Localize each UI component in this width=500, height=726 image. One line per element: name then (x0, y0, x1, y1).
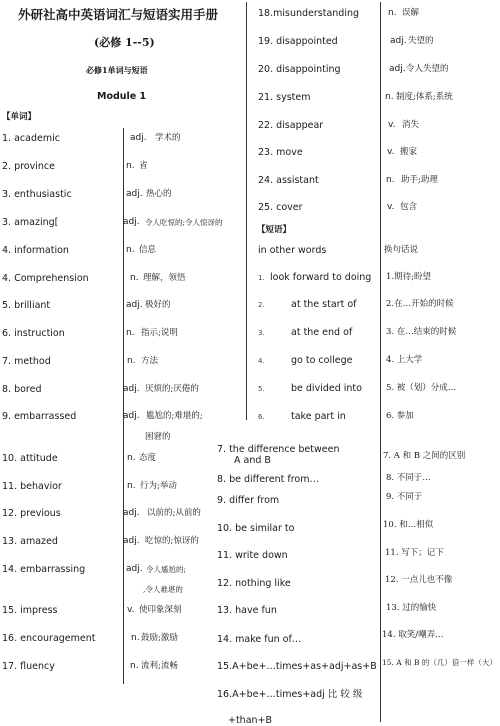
word-meaning: 学术的 (155, 133, 181, 143)
word-meaning: 搬家 (400, 147, 418, 157)
word-entry: 4. information (2, 245, 69, 256)
word-meaning: 极好的 (145, 300, 171, 310)
phrase-english: 16.A+be+…times+adj 比 较 级 (217, 689, 363, 700)
word-meaning: 包含 (400, 202, 418, 212)
phrase-english: at the start of (291, 299, 357, 310)
word-entry: 10. attitude (2, 453, 58, 464)
phrase-number: 6. (258, 413, 265, 421)
word-entry: 8. bored (2, 384, 42, 395)
middle-column-divider (246, 2, 247, 420)
phrase-chinese: 10. 和…相似 (383, 520, 434, 530)
phrase-english: take part in (291, 411, 346, 422)
word-entry: 18.misunderstanding (258, 8, 360, 19)
left-column-divider (123, 128, 124, 684)
word-entry: 16. encouragement (2, 633, 96, 644)
part-of-speech: n. (126, 161, 135, 171)
word-entry: 24. assistant (258, 175, 319, 186)
phrase-number: 4. (258, 357, 265, 365)
part-of-speech: adj. (126, 564, 143, 574)
part-of-speech: v. (127, 605, 135, 615)
phrase-chinese: 12. 一点儿也不像 (385, 575, 453, 585)
word-entry: 21. system (258, 92, 311, 103)
word-entry: 17. fluency (2, 661, 55, 672)
word-meaning: 消失 (402, 120, 420, 130)
phrase-chinese: 13. 过的愉快 (386, 603, 437, 613)
word-meaning: 信息 (139, 245, 157, 255)
part-of-speech: adj. (390, 36, 407, 46)
part-of-speech: n. (126, 328, 135, 338)
word-meaning: 失望的 (408, 36, 434, 46)
phrase-english: at the end of (291, 327, 353, 338)
phrase-7-line2: A and B (234, 455, 271, 466)
part-of-speech: n. (127, 356, 136, 366)
phrase-chinese: 11. 写下；记下 (385, 548, 444, 558)
phrase-english: look forward to doing (270, 272, 372, 283)
part-of-speech: adj. (123, 384, 140, 394)
word-meaning: 以前的;从前的 (147, 508, 201, 518)
word-meaning: 尴尬的;难堪的; (146, 411, 203, 421)
part-of-speech: n. (131, 633, 140, 643)
word-entry: 14. embarrassing (2, 564, 86, 575)
word-meaning: 厌烦的;厌倦的 (145, 384, 199, 394)
phrase-number: 1. (258, 274, 265, 282)
part-of-speech: adj. (130, 133, 147, 143)
word-entry: 4. Comprehension (2, 273, 89, 284)
phrase-english: 13. have fun (217, 605, 277, 616)
word-entry: 5. brilliant (2, 300, 51, 311)
phrase-chinese: 4. 上大学 (386, 355, 423, 365)
word-entry: 2. province (2, 161, 55, 172)
word-entry: 23. move (258, 147, 303, 158)
phrase-chinese: 15. A 和 B 的（几）倍一样（大） (382, 658, 497, 667)
word-entry: 9. embarrassed (2, 411, 77, 422)
phrase-english: 8. be different from… (217, 474, 319, 485)
word-meaning: 热心的 (146, 189, 172, 199)
word-meaning: 误解 (402, 8, 420, 18)
word-meaning: 使印象深刻 (139, 605, 182, 615)
phrase-chinese: 5. 被（划）分成… (386, 383, 457, 393)
word-entry: 11. behavior (2, 481, 62, 492)
word-entry: 22. disappear (258, 120, 324, 131)
phrase-english: 12. nothing like (217, 578, 291, 589)
word-entry: 13. amazed (2, 536, 58, 547)
phrase-chinese: 8. 不同于… (386, 473, 431, 483)
word-entry: 12. previous (2, 508, 61, 519)
phrase-chinese: 7. A 和 B 之间的区别 (383, 451, 466, 461)
part-of-speech: n. (388, 8, 397, 18)
phrase-english: 7. the difference between (217, 444, 340, 455)
phrase-english: go to college (291, 355, 353, 366)
part-of-speech: adj. (126, 189, 143, 199)
word-entry: 6. instruction (2, 328, 65, 339)
part-of-speech: adj. (123, 217, 140, 227)
part-of-speech: n. (127, 481, 136, 491)
part-of-speech: n. (126, 245, 135, 255)
phrase-number: 2. (258, 301, 265, 309)
part-of-speech: n. (386, 175, 395, 185)
phrase-english: 14. make fun of… (217, 634, 302, 645)
word-meaning: 流利;流畅 (141, 661, 178, 671)
embarrassed-meaning-line2: 困窘的 (145, 432, 171, 442)
phrase-chinese: 6. 参加 (386, 411, 414, 421)
word-meaning: 理解，领悟 (143, 273, 186, 283)
phrase-number: 3. (258, 329, 265, 337)
word-meaning: 制度;体系;系统 (396, 92, 453, 102)
part-of-speech: n. (385, 92, 394, 102)
phrase-english: 10. be similar to (217, 523, 295, 534)
document-subtitle: (必修 1--5) (94, 36, 155, 49)
word-entry: 20. disappointing (258, 64, 341, 75)
part-of-speech: adj. (123, 536, 140, 546)
embarrassing-meaning-line2: ,令人难堪的 (143, 585, 183, 594)
part-of-speech: n. (130, 273, 139, 283)
part-of-speech: n. (130, 661, 139, 671)
phrase-english: 11. write down (217, 550, 288, 561)
phrase-chinese: 3. 在…结束的时候 (386, 327, 457, 337)
part-of-speech: adj. (126, 300, 143, 310)
word-entry: 19. disappointed (258, 36, 338, 47)
word-meaning: 鼓励;激励 (141, 633, 178, 643)
phrase-english: 9. differ from (217, 495, 280, 506)
words-section-label: 【单词】 (2, 112, 37, 122)
word-meaning: 助手;助理 (401, 175, 438, 185)
part-of-speech: v. (387, 202, 395, 212)
word-meaning: 指示;说明 (141, 328, 178, 338)
phrase-chinese: 9. 不同于 (386, 492, 423, 502)
phrase-number: 5. (258, 385, 265, 393)
module-heading: Module 1 (97, 91, 147, 102)
word-entry: 7. method (2, 356, 51, 367)
phrase-header-english: in other words (258, 245, 327, 256)
word-meaning: 吃惊的;惊讶的 (145, 536, 199, 546)
part-of-speech: n. (127, 453, 136, 463)
part-of-speech: v. (388, 120, 396, 130)
word-meaning: 令人尴尬的; (146, 565, 187, 574)
word-meaning: 方法 (141, 356, 159, 366)
word-meaning: 态度 (139, 453, 157, 463)
phrase-chinese: 2.在…开始的时候 (386, 299, 454, 309)
part-of-speech: adj. (123, 411, 140, 421)
phrase-chinese: 14. 取笑/嘲弄… (382, 630, 444, 640)
word-entry: 3. amazing[ (2, 217, 59, 228)
part-of-speech: v. (387, 147, 395, 157)
phrases-section-label: 【短语】 (257, 225, 292, 235)
phrase-english: be divided into (291, 383, 362, 394)
word-entry: 1. academic (2, 133, 60, 144)
phrase-header-chinese: 换句话说 (384, 245, 419, 255)
word-entry: 15. impress (2, 605, 58, 616)
document-title: 外研社高中英语词汇与短语实用手册 (18, 7, 219, 22)
phrase-chinese: 1.期待;盼望 (386, 272, 431, 282)
word-meaning: 令人失望的 (406, 64, 449, 74)
footer-fragment: +than+B (228, 715, 273, 726)
part-of-speech: adj. (123, 508, 140, 518)
word-entry: 3. enthusiastic (2, 189, 72, 200)
right-column-divider (380, 2, 381, 722)
word-entry: 25. cover (258, 202, 303, 213)
book-heading: 必修1单词与短语 (86, 65, 148, 75)
word-meaning: 令人吃惊的;令人惊讶的 (145, 218, 223, 227)
part-of-speech: adj. (389, 64, 406, 74)
word-meaning: 省 (139, 161, 148, 171)
word-meaning: 行为;举动 (140, 481, 177, 491)
phrase-english: 15.A+be+…times+as+adj+as+B (217, 661, 377, 672)
